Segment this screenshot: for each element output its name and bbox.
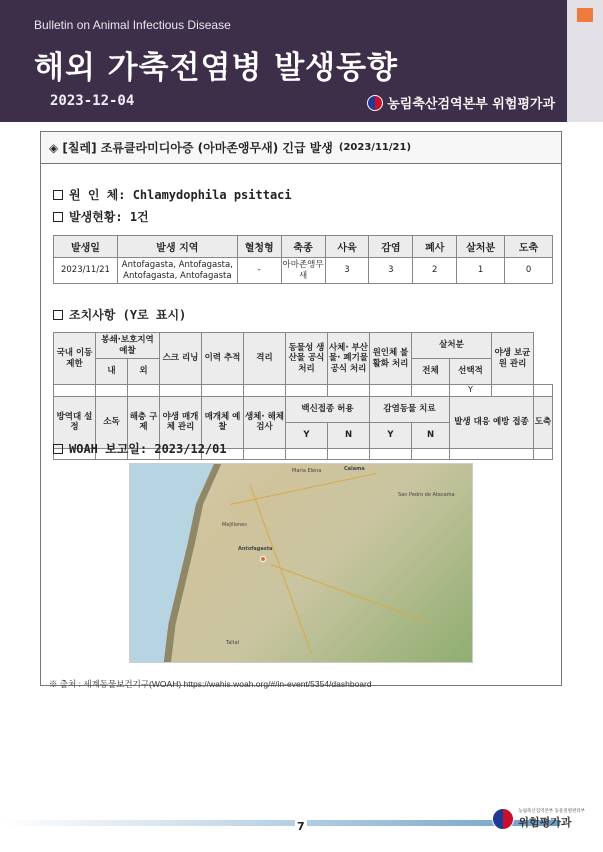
measure-header: N [412,422,450,448]
measure-value [328,448,370,459]
measure-value [412,385,450,397]
measure-value [244,448,286,459]
header-subtitle: Bulletin on Animal Infectious Disease [34,18,231,32]
measure-header: 감염동물 치료 [370,396,450,422]
measure-header: 발생 대응 예방 접종 [450,396,534,448]
map-label: Antofagasta [238,546,273,552]
table-header: 발생 지역 [117,236,237,258]
measure-value [202,385,244,397]
measure-header: N [328,422,370,448]
measure-header: 야생 보균원 관리 [492,333,534,385]
table-cell: - [237,258,281,284]
woah-line [53,440,227,457]
pathogen-line [53,186,292,203]
header-date: 2023-12-04 [50,93,135,109]
status-label: 발생현황: [69,210,130,224]
checkbox-square-icon [53,212,63,222]
pathogen-value: Chlamydophila psittaci [132,188,292,202]
measure-value [534,448,553,459]
measure-header: 스크 리닝 [160,333,202,385]
measure-header: Y [370,422,412,448]
measures-label: 조치사항 (Y로 표시) [69,308,187,322]
measure-value [370,385,412,397]
footer-org-small: 농림축산검역본부 동물질병관리부 [518,809,585,814]
measure-value: Y [450,385,492,397]
header-org [367,93,555,112]
table-header: 혈청형 [237,236,281,258]
measure-value [160,385,202,397]
measure-value [370,448,412,459]
measure-header: 백신접종 허용 [286,396,370,422]
table-cell: 3 [325,258,369,284]
measure-value [286,385,328,397]
outbreak-marker-icon[interactable] [260,556,266,562]
map-label: Taltal [226,640,240,646]
source-note: ※ 출처 : 세계동물보건기구(WOAH) https://wahis.woah.org/#/in-event/5354/dashboard [49,679,372,689]
footer-org-big: 위험평가과 [518,816,572,829]
checkbox-square-icon [53,310,63,320]
measure-value [128,385,160,397]
status-value: 1건 [129,210,149,224]
measures-line [53,306,186,323]
table-row [54,385,553,397]
map-label: San Pedro de Atacama [398,492,455,498]
measure-header: 매개체 예찰 [202,396,244,448]
measure-value [450,448,534,459]
map-label: Maria Elena [292,468,322,474]
measure-header: 도축 [534,396,553,448]
table-row [54,258,553,284]
measure-header: 해충 구제 [128,396,160,448]
table-header: 사육 [325,236,369,258]
table-header: 감염 [369,236,413,258]
measure-header: 살처분 [412,333,492,359]
measure-header: 격리 [244,333,286,385]
measure-header: 사체· 부산물· 폐기물 공식 처리 [328,333,370,385]
measure-value [412,448,450,459]
measure-header: Y [286,422,328,448]
measure-header: 선택적 [450,359,492,385]
header-org-label: 농림축산검역본부 위험평가과 [387,97,555,112]
woah-label: WOAH 보고일: [69,442,155,456]
pathogen-label: 원 인 체: [69,188,133,202]
footer-logo [492,808,585,830]
table-cell: 0 [505,258,553,284]
measure-value [328,385,370,397]
table-header: 살처분 [457,236,505,258]
section-title [41,132,561,164]
measure-header: 소독 [96,396,128,448]
table-cell: 1 [457,258,505,284]
measure-value [54,385,96,397]
measure-value [534,385,553,397]
map-label: Calama [344,466,365,472]
outbreak-table [53,235,553,284]
measure-header: 동물성 생산물 공식 처리 [286,333,328,385]
measure-header: 봉쇄·보호지역 예찰 [96,333,160,359]
section-title-text: ◈ [칠레] 조류클라미디아증 (아마존앵무새) 긴급 발생 [49,141,333,155]
table-cell: Antofagasta, Antofagasta, Antofagasta, Antofagasta [117,258,237,284]
corner-accent [577,8,593,22]
woah-value: 2023/12/01 [154,442,227,456]
outbreak-map[interactable] [129,463,473,663]
page-number: 7 [297,820,305,833]
header-banner [0,0,567,122]
government-emblem-icon [367,95,383,111]
table-cell: 아마존앵무새 [281,258,325,284]
measure-header: 방역대 설정 [54,396,96,448]
status-line [53,208,149,225]
page-title: 해외 가축전염병 발생동향 [34,50,398,86]
table-header: 발생일 [54,236,118,258]
checkbox-square-icon [53,444,63,454]
map-road [270,564,430,623]
measure-header: 원인체 불활화 처리 [370,333,412,385]
report-box [40,131,562,689]
map-road [250,484,313,653]
table-cell: 3 [369,258,413,284]
section-title-date: (2023/11/21) [338,142,412,153]
table-header: 축종 [281,236,325,258]
table-cell: 2 [413,258,457,284]
table-header: 폐사 [413,236,457,258]
measure-header: 국내 이동 제한 [54,333,96,385]
measure-value [286,448,328,459]
measure-header: 야생 매개체 관리 [160,396,202,448]
map-label: Mejillones [222,522,247,528]
table-header: 도축 [505,236,553,258]
measure-header: 외 [128,359,160,385]
footer-line [0,820,560,826]
checkbox-square-icon [53,190,63,200]
government-emblem-icon [492,808,514,830]
measure-value [96,385,128,397]
table-cell: 2023/11/21 [54,258,118,284]
measure-header: 내 [96,359,128,385]
measure-header: 전체 [412,359,450,385]
measure-header: 이력 추적 [202,333,244,385]
measure-value [244,385,286,397]
measure-value [492,385,534,397]
measure-header: 생체· 해체 검사 [244,396,286,448]
